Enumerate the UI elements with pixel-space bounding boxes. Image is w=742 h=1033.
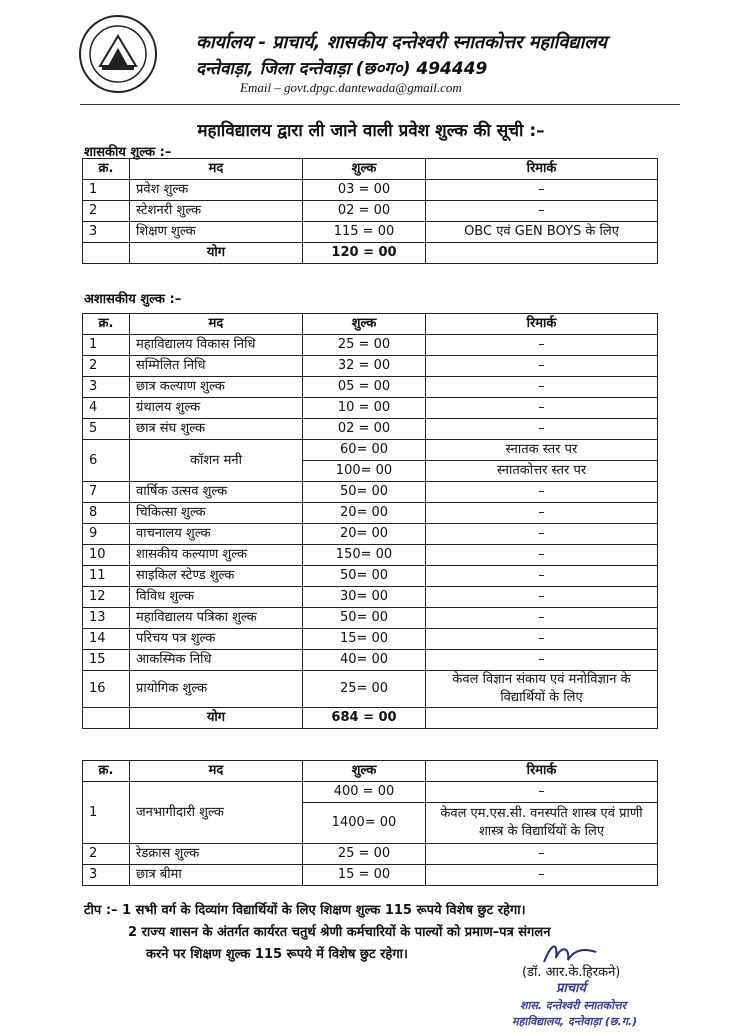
row-no: 6 [83,440,130,482]
table-row [83,844,658,865]
row-fee: 05 = 00 [303,377,426,398]
row-remark: – [426,545,658,566]
row-fee: 1400= 00 [303,803,426,844]
row-fee: 25 = 00 [303,335,426,356]
letterhead-email: Email – govt.dpgc.dantewada@gmail.com [240,80,462,95]
total-row [83,243,658,264]
row-head: जनभागीदारी शुल्क [130,782,303,844]
row-no: 1 [83,180,130,201]
row-remark: – [426,503,658,524]
row-head: आकस्मिक निधि [130,650,303,671]
janbhagidari-fee-table [82,760,658,886]
row-fee: 32 = 00 [303,356,426,377]
signatory-name: (डॉ. आर.के.हिरकने) [522,965,621,980]
table-row [83,482,658,503]
row-head: शासकीय कल्याण शुल्क [130,545,303,566]
row-head: छात्र बीमा [130,865,303,886]
row-no: 1 [83,782,130,844]
row-no: 7 [83,482,130,503]
table-header-row [83,159,658,180]
row-head: छात्र कल्याण शुल्क [130,377,303,398]
table-row [83,865,658,886]
col-fee: शुल्क [303,159,426,180]
row-fee: 03 = 00 [303,180,426,201]
row-remark: – [426,180,658,201]
row-head: महाविद्यालय पत्रिका शुल्क [130,608,303,629]
row-no: 2 [83,844,130,865]
letterhead-line-2: दन्तेवाड़ा, जिला दन्तेवाड़ा (छ०ग०) 494449 [196,59,488,79]
row-head: छात्र संघ शुल्क [130,419,303,440]
row-fee: 40= 00 [303,650,426,671]
row-no: 9 [83,524,130,545]
row-remark: – [426,377,658,398]
row-remark: – [426,201,658,222]
total-label: योग [130,243,303,264]
col-fee: शुल्क [303,761,426,782]
row-fee: 25= 00 [303,671,426,708]
row-remark: – [426,566,658,587]
row-remark: – [426,482,658,503]
row-remark: केवल विज्ञान संकाय एवं मनोविज्ञान के विद्यार्थियों के लिए [426,671,658,708]
table-row [83,201,658,222]
row-head: परिचय पत्र शुल्क [130,629,303,650]
row-remark: – [426,335,658,356]
total-label: योग [130,708,303,729]
letterhead-line-1: कार्यालय - प्राचार्य, शासकीय दन्तेश्वरी स्नातकोत्तर महाविद्यालय [196,32,607,53]
table-row [83,377,658,398]
row-no: 2 [83,356,130,377]
table-row [83,587,658,608]
document-title: महाविद्यालय द्वारा ली जाने वाली प्रवेश शुल्क की सूची :– [197,121,545,141]
row-head: कॉशन मनी [130,440,303,482]
row-no: 3 [83,865,130,886]
notes-label: टीप :– [84,903,118,918]
row-head: साइकिल स्टेण्ड शुल्क [130,566,303,587]
col-remark: रिमार्क [426,761,658,782]
row-no: 14 [83,629,130,650]
col-no: क्र. [83,314,130,335]
note-2b: करने पर शिक्षण शुल्क 115 रूपये में विशेष छुट रहेगा। [146,947,408,962]
note-2a: 2 राज्य शासन के अंतर्गत कार्यरत चतुर्थ श्रेणी कर्मचारियों के पाल्यों को प्रमाण–पत्र संगलन [128,925,551,940]
row-head: प्रवेश शुल्क [130,180,303,201]
row-fee: 20= 00 [303,503,426,524]
row-no: 5 [83,419,130,440]
row-no: 3 [83,377,130,398]
row-head: महाविद्यालय विकास निधि [130,335,303,356]
row-remark: – [426,524,658,545]
row-remark: – [426,587,658,608]
row-remark: स्नातक स्तर पर [426,440,658,461]
nongovt-fee-table [82,313,658,729]
table-row [83,782,658,803]
table-row [83,440,658,461]
table-row [83,650,658,671]
row-fee: 25 = 00 [303,844,426,865]
row-fee: 60= 00 [303,440,426,461]
row-no: 10 [83,545,130,566]
row-remark: – [426,629,658,650]
row-fee: 50= 00 [303,608,426,629]
table-row [83,629,658,650]
note-1: 1 सभी वर्ग के दिव्यांग विद्यार्थियों के लिए शिक्षण शुल्क 115 रूपये विशेष छुट रहेगा। [122,903,526,918]
row-no: 12 [83,587,130,608]
table-row [83,356,658,377]
row-fee: 02 = 00 [303,419,426,440]
row-no: 16 [83,671,130,708]
row-head: शिक्षण शुल्क [130,222,303,243]
row-no: 1 [83,335,130,356]
row-no: 2 [83,201,130,222]
table-row [83,335,658,356]
govt-fee-table [82,158,658,264]
table-row [83,566,658,587]
section-govt-heading: शासकीय शुल्क :– [84,145,172,160]
row-fee: 115 = 00 [303,222,426,243]
row-no: 4 [83,398,130,419]
row-fee: 02 = 00 [303,201,426,222]
total-value: 120 = 00 [303,243,426,264]
col-remark: रिमार्क [426,314,658,335]
col-head: मद [130,314,303,335]
row-fee: 50= 00 [303,566,426,587]
row-no: 13 [83,608,130,629]
row-head: वार्षिक उत्सव शुल्क [130,482,303,503]
header-divider [80,104,680,105]
col-fee: शुल्क [303,314,426,335]
col-head: मद [130,761,303,782]
row-head: ग्रंथालय शुल्क [130,398,303,419]
col-remark: रिमार्क [426,159,658,180]
table-row [83,180,658,201]
row-head: सम्मिलित निधि [130,356,303,377]
col-no: क्र. [83,159,130,180]
table-header-row [83,761,658,782]
stamp-line-2: महाविद्यालय, दन्तेवाड़ा (छ.ग.) [512,1015,638,1028]
stamp-line-1: शास. दन्तेश्वरी स्नातकोत्तर [520,999,627,1012]
row-no: 15 [83,650,130,671]
notes [84,900,550,966]
row-remark: स्नातकोत्तर स्तर पर [426,461,658,482]
col-no: क्र. [83,761,130,782]
row-remark: – [426,608,658,629]
table-row [83,608,658,629]
row-no: 8 [83,503,130,524]
row-fee: 30= 00 [303,587,426,608]
table-row [83,503,658,524]
row-fee: 150= 00 [303,545,426,566]
table-row [83,671,658,708]
row-head: वाचनालय शुल्क [130,524,303,545]
table-row [83,398,658,419]
row-remark: – [426,865,658,886]
row-fee: 400 = 00 [303,782,426,803]
row-remark: – [426,398,658,419]
row-no: 3 [83,222,130,243]
row-fee: 15 = 00 [303,865,426,886]
table-row [83,545,658,566]
row-fee: 10 = 00 [303,398,426,419]
row-no: 11 [83,566,130,587]
table-header-row [83,314,658,335]
row-remark: – [426,356,658,377]
signatory-designation: प्राचार्य [556,981,586,996]
row-head: रेडक्रास शुल्क [130,844,303,865]
row-head: प्रायोगिक शुल्क [130,671,303,708]
table-row [83,419,658,440]
row-remark: – [426,650,658,671]
row-remark: – [426,782,658,803]
row-fee: 50= 00 [303,482,426,503]
section-nongovt-heading: अशासकीय शुल्क :– [84,292,182,307]
row-head: स्टेशनरी शुल्क [130,201,303,222]
table-row [83,222,658,243]
total-row [83,708,658,729]
row-head: विविध शुल्क [130,587,303,608]
row-head: चिकित्सा शुल्क [130,503,303,524]
total-value: 684 = 00 [303,708,426,729]
college-seal-icon [78,14,158,94]
row-fee: 20= 00 [303,524,426,545]
letterhead [0,0,742,110]
row-fee: 15= 00 [303,629,426,650]
table-row [83,524,658,545]
row-remark: OBC एवं GEN BOYS के लिए [426,222,658,243]
row-remark: – [426,419,658,440]
col-head: मद [130,159,303,180]
row-fee: 100= 00 [303,461,426,482]
row-remark: केवल एम.एस.सी. वनस्पति शास्त्र एवं प्राणी शास्त्र के विद्यार्थियों के लिए [426,803,658,844]
row-remark: – [426,844,658,865]
